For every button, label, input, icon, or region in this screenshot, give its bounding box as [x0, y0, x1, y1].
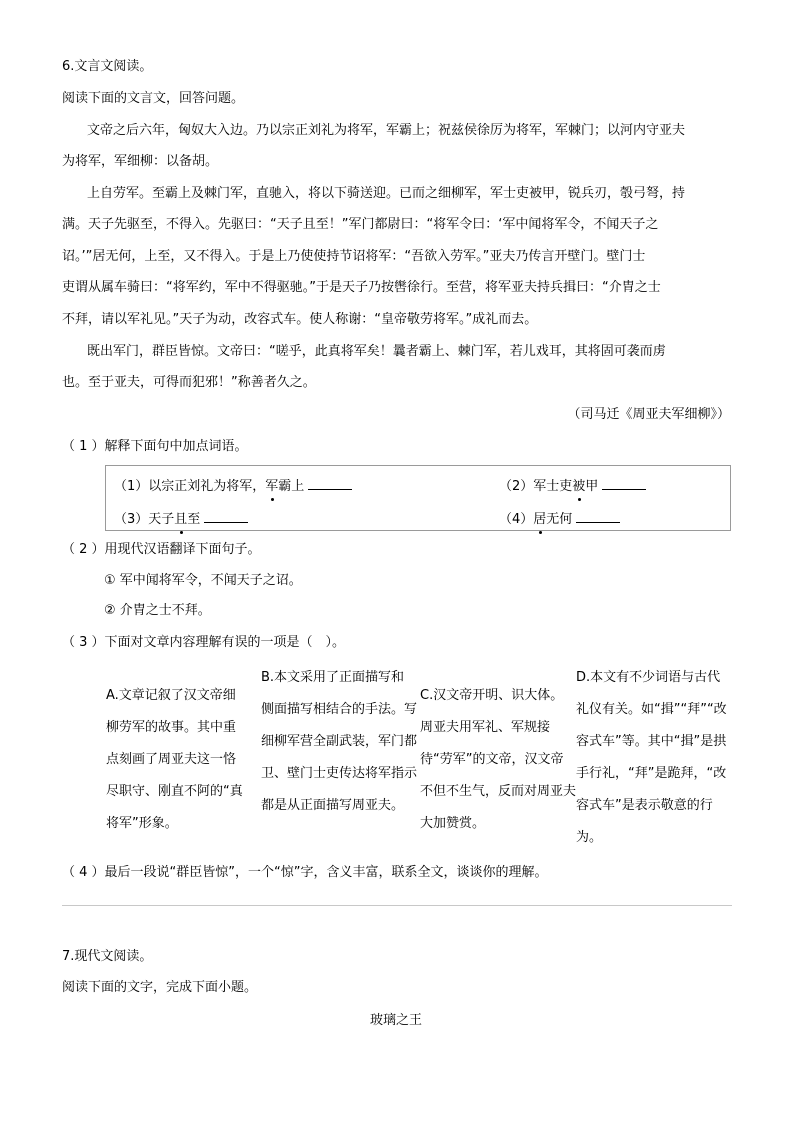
passage-source: （司马迁《周亚夫军细柳》）: [567, 407, 730, 422]
dotted-word: 且: [174, 512, 188, 527]
sub-question-3-prompt: （ 3 ）下面对文章内容理解有误的一项是（ ）。: [62, 635, 346, 650]
article-title: 玻璃之王: [369, 1013, 422, 1028]
sub-question-2-prompt: （ 2 ）用现代汉语翻译下面句子。: [62, 542, 261, 557]
dotted-word: 居: [533, 512, 547, 527]
answer-blank[interactable]: [602, 477, 646, 490]
explain-item-3: （3）天子且至: [114, 510, 248, 526]
dotted-word: 被: [572, 479, 586, 494]
section-divider: [62, 905, 732, 906]
option-a[interactable]: A.文章记叙了汉文帝细柳劳军的故事。其中重点刻画了周亚夫这一恪尽职守、刚直不阿的“真将军”形象。: [106, 688, 243, 831]
word-explanation-box: [105, 465, 731, 531]
sub-question-1-prompt: （ 1 ）解释下面句中加点词语。: [62, 439, 248, 454]
translate-item-1: ① 军中闻将军令，不闻天子之诏。: [104, 573, 302, 588]
translate-item-2: ② 介胄之士不拜。: [104, 603, 211, 618]
passage-line: 不拜，请以军礼见。”天子为动，改容式车。使人称谢：“皇帝敬劳将军。”成礼而去。: [62, 312, 538, 327]
question-6-instruction: 阅读下面的文言文，回答问题。: [62, 91, 245, 106]
passage-line: 上自劳军。至霸上及棘门军，直驰入，将以下骑送迎。已而之细柳军，军士吏被甲，锐兵刃，彀弓弩，持: [87, 186, 686, 201]
option-d[interactable]: D.本文有不少词语与古代礼仪有关。如“揖”“拜”“改容式车”等。其中“揖”是拱手行礼，“拜”是跪拜，“改容式车”是表示敬意的行为。: [576, 670, 727, 845]
passage-line: 满。天子先驱至，不得入。先驱曰：“天子且至！”军门都尉曰：“将军令曰：‘军中闻将军令，不闻天子之: [62, 217, 659, 232]
explain-item-2: （2）军士吏被甲: [499, 477, 646, 493]
passage-line: 吏谓从属车骑曰：“将军约，军中不得驱驰。”于是天子乃按辔徐行。至营，将军亚夫持兵揖曰：“介胄之士: [62, 280, 661, 295]
question-6-heading: 6.文言文阅读。: [62, 59, 153, 74]
dotted-word: 军: [265, 479, 279, 494]
passage-line: 也。至于亚夫，可得而犯邪！”称善者久之。: [62, 375, 316, 390]
answer-blank[interactable]: [576, 510, 620, 523]
question-7-heading: 7.现代文阅读。: [62, 949, 153, 964]
passage-line: 既出军门，群臣皆惊。文帝曰：“嗟乎，此真将军矣！曩者霸上、棘门军，若儿戏耳，其将固可袭而虏: [87, 344, 666, 359]
explain-item-1: （1）以宗正刘礼为将军，军霸上: [114, 477, 352, 493]
passage-line: 诏。’”居无何，上至，又不得入。于是上乃使使持节诏将军：“吾欲入劳军。”亚夫乃传言开壁门。壁门士: [62, 249, 646, 264]
answer-blank[interactable]: [308, 477, 352, 490]
question-7-instruction: 阅读下面的文字，完成下面小题。: [62, 980, 258, 995]
option-b[interactable]: B.本文采用了正面描写和侧面描写相结合的手法。写细柳军营全副武装，军门都卫、壁门士吏传达将军指示都是从正面描写周亚夫。: [261, 670, 418, 813]
option-c[interactable]: C.汉文帝开明、识大体。周亚夫用军礼、军规接待“劳军”的文帝，汉文帝不但不生气，反而对周亚夫大加赞赏。: [420, 688, 577, 831]
sub-question-4-prompt: （ 4 ）最后一段说“群臣皆惊”，一个“惊”字，含义丰富，联系全文，谈谈你的理解。: [62, 865, 548, 880]
explain-item-4: （4）居无何: [499, 510, 620, 526]
passage-line: 文帝之后六年，匈奴大入边。乃以宗正刘礼为将军，军霸上；祝兹侯徐厉为将军，军棘门；以河内守亚夫: [87, 123, 686, 138]
answer-blank[interactable]: [204, 510, 248, 523]
passage-line: 为将军，军细柳：以备胡。: [62, 154, 219, 169]
